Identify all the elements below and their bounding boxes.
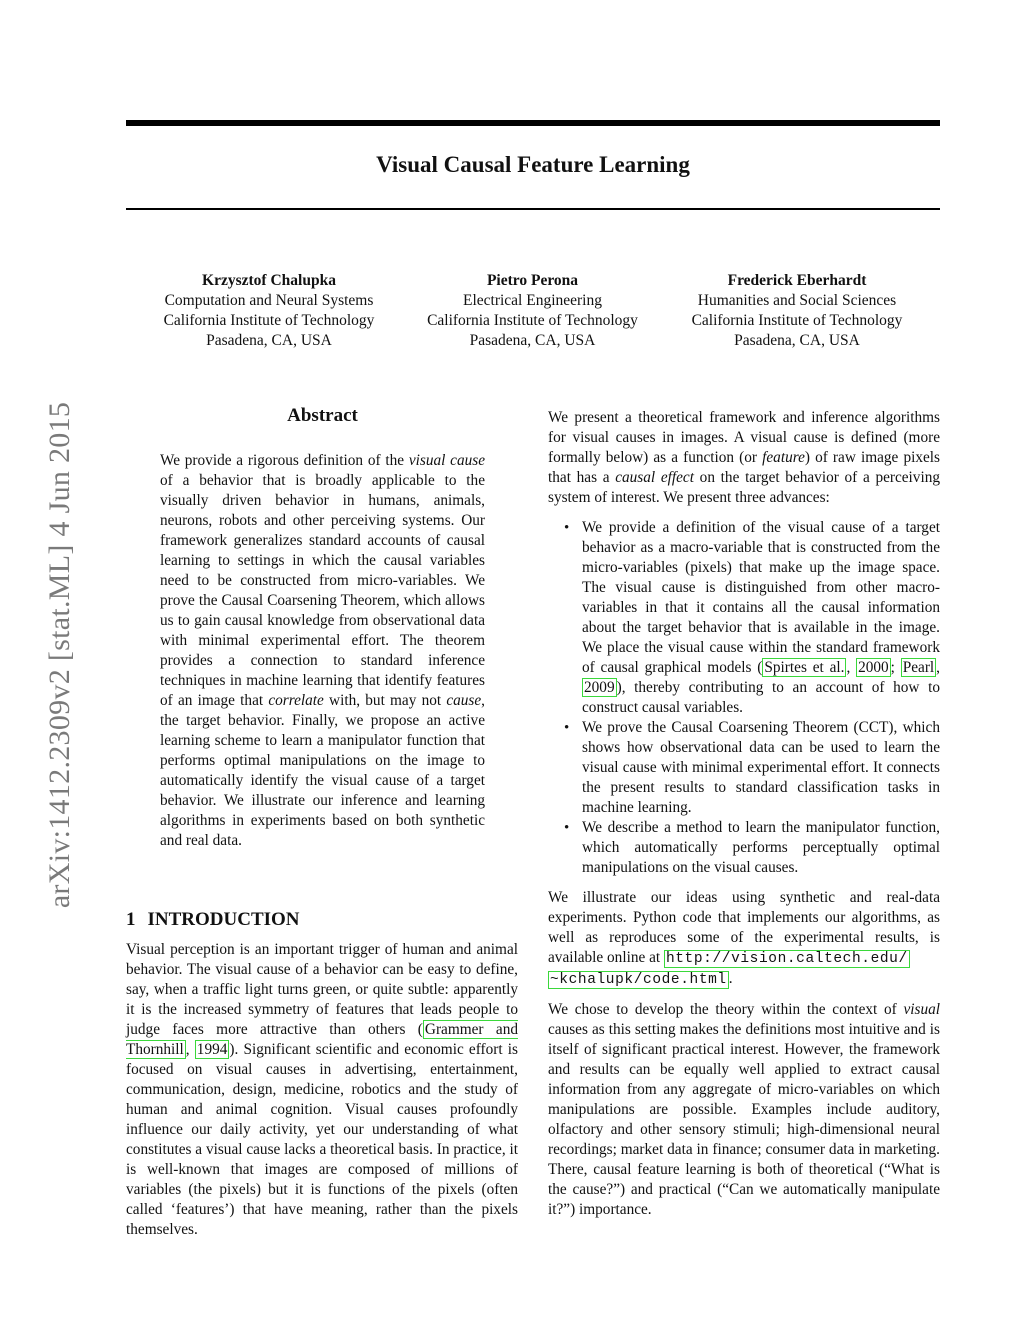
author-block-2 bbox=[405, 271, 660, 351]
abstract-body: We provide a rigorous definition of the visual cause of a behavior that is broadly applicable to the visually driven behavior in humans, animals, neurons, robots and other perceiving systems. Our framework generalizes standard accounts of causal learning to settings in which the causal variables need to be constructed from micro-variables. We prove the Causal Coarsening Theorem, which allows us to gain causal knowledge from observational data with minimal experimental effort. The theorem provides a connection to standard inference techniques in machine learning that identify features of an image that correlate with, but may not cause, the target behavior. Finally, we propose an active learning scheme to learn a manipulator function that performs optimal manipulations on the image to automatically identify the visual cause of a target behavior. We illustrate our inference and learning algorithms in experiments based on both synthetic and real data. bbox=[160, 452, 485, 849]
citation-link[interactable]: Pearl bbox=[902, 659, 935, 676]
author-dept: Electrical Engineering bbox=[462, 292, 602, 309]
author-block-1 bbox=[140, 271, 398, 351]
abstract-heading: Abstract bbox=[287, 405, 358, 426]
paragraph: We present a theoretical framework and inference algorithms for visual causes in images. A visual cause is defined (more formally below) as a function (or feature) of raw image pixels that has a causal effect on the target behavior of a perceiving system of interest. We present three advances: bbox=[548, 409, 941, 506]
list-item: • We describe a method to learn the manipulator function, which automatically performs perceptually optimal manipulations on the visual causes. bbox=[564, 819, 940, 876]
paper-title: Visual Causal Feature Learning bbox=[376, 152, 690, 177]
citation-year-link[interactable]: 1994 bbox=[196, 1041, 228, 1058]
author-dept: Humanities and Social Sciences bbox=[697, 292, 897, 309]
author-inst: California Institute of Technology bbox=[691, 312, 903, 329]
list-item: • We provide a definition of the visual cause of a target behavior as a macro-variable that is constructed from the micro-variables (pixels) that make up the image space. The visual cause is distinguished from other macro-variables in that it contains all the causal information about the target behavior that is available in the image. We place the visual cause within the standard framework of causal graphical models ( Spirtes et al. , 2000 ; Pearl , 2009 ), thereby contributing to an account of how to construct causal variables. bbox=[564, 519, 940, 716]
citation-link[interactable]: Spirtes et al. bbox=[764, 659, 845, 676]
citation-year-link[interactable]: 2009 bbox=[584, 679, 615, 696]
arxiv-identifier[interactable]: arXiv:1412.2309v2 [stat.ML] 4 Jun 2015 bbox=[43, 401, 76, 909]
title-rule-bottom bbox=[126, 208, 940, 210]
author-name: Krzysztof Chalupka bbox=[202, 272, 336, 289]
right-column bbox=[548, 408, 940, 1230]
author-inst: California Institute of Technology bbox=[163, 312, 375, 329]
author-loc: Pasadena, CA, USA bbox=[469, 332, 596, 349]
author-block-3 bbox=[668, 271, 926, 351]
code-url-link[interactable]: http://vision.caltech.edu/ bbox=[665, 951, 908, 967]
section-heading-introduction: 1 INTRODUCTION bbox=[126, 909, 300, 930]
contributions-list bbox=[548, 518, 940, 878]
author-dept: Computation and Neural Systems bbox=[164, 292, 374, 309]
paragraph: We illustrate our ideas using synthetic and real-data experiments. Python code that implements our algorithms, as well as reproduces some of the experimental results, is available online at http://vision.caltech.edu/ ~kchalupk/code.html . bbox=[548, 889, 940, 988]
citation-link[interactable]: Grammer and Thornhill bbox=[126, 1021, 518, 1058]
list-item: • We prove the Causal Coarsening Theorem (CCT), which shows how observational data can be used to learn the visual cause with minimal experimental effort. It connects the present results to standard classification tasks in machine learning. bbox=[564, 719, 940, 816]
author-inst: California Institute of Technology bbox=[427, 312, 638, 329]
paragraph: We chose to develop the theory within the context of visual causes as this setting makes the definitions most intuitive and is itself of significant practical interest. However, the framework and results can be equally well applied to extract causal information from any aggregate of micro-variables on which manipulations are possible. Examples include auditory, olfactory and other sensory stimuli; high-dimensional neural recordings; market data in finance; consumer data in marketing. There, causal feature learning is both of theoretical (“What is the cause?”) and practical (“Can we automatically manipulate it?”) importance. bbox=[548, 1001, 940, 1218]
author-loc: Pasadena, CA, USA bbox=[206, 332, 332, 349]
introduction-paragraph: Visual perception is an important trigger of human and animal behavior. The visual cause of a behavior can be easy to define, say, when a traffic light turns green, or quite subtle: apparently it is the increased symmetry of features that leads people to judge faces more attractive than others ( Grammer and Thornhill , 1994 ). Significant scientific and economic effort is focused on visual causes in advertising, entertainment, communication, design, medicine, robotics and the study of human and animal cognition. Visual causes profoundly influence our daily activity, yet our understanding of what constitutes a visual cause lacks a theoretical basis. In practice, it is well-known that images are composed of millions of variables (the pixels) but it is functions of the pixels (often called ‘features’) that have meaning, rather than the pixels themselves. bbox=[126, 941, 518, 1238]
author-loc: Pasadena, CA, USA bbox=[734, 332, 860, 349]
author-name: Frederick Eberhardt bbox=[727, 272, 867, 289]
citation-year-link[interactable]: 2000 bbox=[858, 659, 889, 676]
title-rule-top bbox=[126, 120, 940, 126]
code-url-link-continued[interactable]: ~kchalupk/code.html bbox=[550, 972, 727, 988]
author-name: Pietro Perona bbox=[486, 272, 579, 289]
